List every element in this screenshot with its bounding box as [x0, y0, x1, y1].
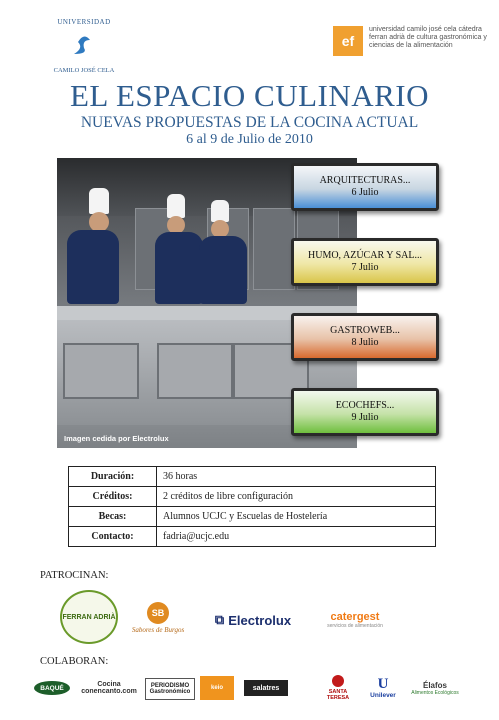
- elafos-tagline: Alimentos Ecológicos: [411, 689, 459, 696]
- cocina-con-encanto-logo: Cocina conencanto.com: [81, 681, 137, 695]
- event-title: ECOCHEFS...: [335, 400, 395, 411]
- ferran-adria-logo: FERRAN ADRIÀ: [60, 590, 118, 644]
- event-panel-humo-azucar-sal: [291, 238, 439, 286]
- university-logo: [52, 12, 116, 76]
- event-panel-arquitecturas: [291, 163, 439, 211]
- event-dates: 6 al 9 de Julio de 2010: [186, 132, 313, 147]
- sabores-burgos-logo: [128, 598, 188, 638]
- page-subtitle: NUEVAS PROPUESTAS DE LA COCINA ACTUAL: [80, 114, 419, 131]
- sabores-burgos-text: Sabores de Burgos: [131, 626, 185, 634]
- svg-text:CAMILO JOSÉ CELA: CAMILO JOSÉ CELA: [53, 67, 115, 74]
- electrolux-icon: ⧉: [214, 612, 225, 627]
- event-panel-gastroweb: [291, 313, 439, 361]
- event-title: HUMO, AZÚCAR Y SAL...: [308, 250, 422, 261]
- event-date: 6 Julio: [351, 187, 379, 198]
- salatres-logo: salatres: [244, 680, 288, 696]
- elafos-text: Élafos: [422, 680, 447, 690]
- catergest-text: catergest: [330, 611, 380, 623]
- event-title: GASTROWEB...: [330, 325, 400, 336]
- event-date: 9 Julio: [351, 412, 379, 423]
- course-info-table: [68, 466, 436, 547]
- sponsors-label: PATROCINAN:: [40, 570, 109, 581]
- santa-teresa-text: SANTA TERESA: [326, 689, 350, 701]
- table-row: [69, 487, 436, 507]
- page-title: EL ESPACIO CULINARIO: [69, 78, 430, 113]
- periodismo-gastronomico-logo: PERIODISMO Gastronómico: [145, 678, 195, 700]
- info-value: 36 horas: [157, 467, 436, 487]
- event-date: 7 Julio: [351, 262, 379, 273]
- keio-logo: keio: [200, 676, 234, 700]
- info-label: Duración:: [69, 467, 157, 487]
- collaborators-label: COLABORAN:: [40, 656, 109, 667]
- unilever-logo: [368, 675, 398, 701]
- event-panel-ecochefs: [291, 388, 439, 436]
- table-row: [69, 507, 436, 527]
- table-row: [69, 467, 436, 487]
- catedra-logo-text: universidad camilo josé cela cátedra ferran adrià de cultura gastronómica y ciencias de la alimentación: [369, 26, 487, 49]
- info-value: Alumnos UCJC y Escuelas de Hostelería: [157, 507, 436, 527]
- unilever-icon: U: [377, 676, 389, 692]
- table-row: [69, 527, 436, 547]
- info-label: Becas:: [69, 507, 157, 527]
- info-label: Contacto:: [69, 527, 157, 547]
- baque-logo: BAQUÉ: [34, 681, 70, 695]
- info-value: 2 créditos de libre configuración: [157, 487, 436, 507]
- catedra-logo-mark: ef: [333, 26, 363, 56]
- photo-credit: Imagen cedida por Electrolux: [64, 434, 169, 443]
- elafos-logo: [410, 675, 460, 701]
- unilever-text: Unilever: [370, 692, 396, 699]
- catergest-tagline: servicios de alimentación: [327, 623, 383, 629]
- electrolux-text: Electrolux: [228, 612, 292, 628]
- sabores-burgos-mark: SB: [147, 602, 169, 624]
- catergest-logo: [325, 605, 385, 635]
- info-label: Créditos:: [69, 487, 157, 507]
- santa-teresa-icon: [332, 675, 344, 687]
- event-title: ARQUITECTURAS...: [319, 175, 411, 186]
- electrolux-logo: [205, 610, 301, 630]
- contact-email[interactable]: fadria@ucjc.edu: [157, 527, 436, 547]
- event-date: 8 Julio: [351, 337, 379, 348]
- santa-teresa-logo: [318, 675, 358, 701]
- catedra-ferran-adria-logo: [333, 26, 493, 60]
- svg-text:UNIVERSIDAD: UNIVERSIDAD: [57, 18, 111, 26]
